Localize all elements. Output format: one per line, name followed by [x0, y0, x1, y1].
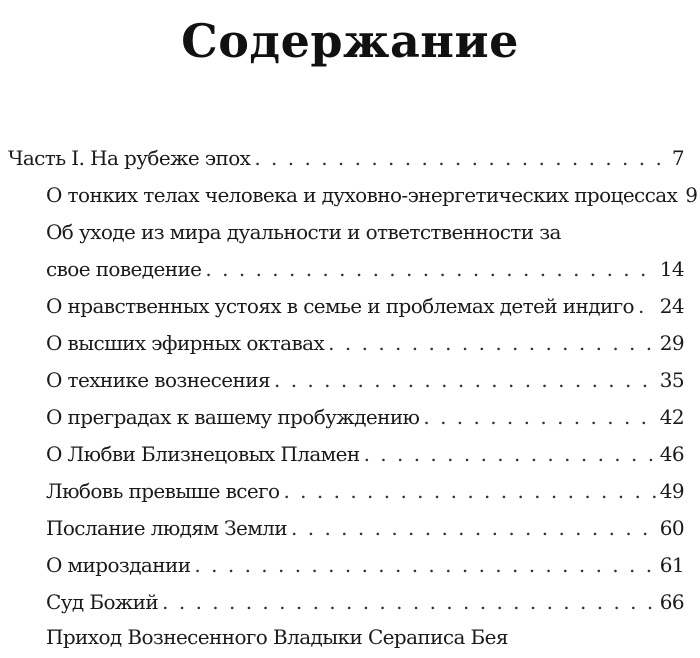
dot-leader	[291, 515, 656, 541]
toc-entry-label: Суд Божий	[46, 590, 159, 614]
toc-entry	[46, 256, 684, 282]
toc-entry-label: О технике вознесения	[46, 368, 270, 392]
dot-leader	[423, 404, 655, 430]
dot-leader	[283, 478, 655, 504]
toc-entry-label: Послание людям Земли	[46, 516, 288, 540]
toc-entry-page: 35	[659, 368, 684, 392]
toc-entry-page: 42	[659, 405, 684, 429]
toc-entry-page: 24	[659, 294, 684, 318]
toc-entry-label: О нравственных устоях в семье и проблемах детей индиго	[46, 294, 634, 318]
toc-entry-label: О тонких телах человека и духовно-энергетических процессах	[46, 183, 678, 207]
toc-entry	[46, 404, 684, 430]
dot-leader	[194, 552, 655, 578]
toc-entry-label: свое поведение	[46, 257, 202, 281]
toc-entry-label: Часть I. На рубеже эпох	[8, 146, 251, 170]
toc-entry-page: 29	[659, 331, 684, 355]
toc-entry-page: 49	[659, 479, 684, 503]
toc-entry	[46, 441, 684, 467]
toc-entry-page: 9	[685, 183, 698, 207]
toc-entry-label-line1: Об уходе из мира дуальности и ответственности за	[46, 220, 561, 244]
toc-entry-label: Любовь превыше всего	[46, 479, 280, 503]
toc-entry-page: 61	[659, 553, 684, 577]
toc-entry-page: 60	[659, 516, 684, 540]
toc-entry-label: О мироздании	[46, 553, 191, 577]
toc-entry-page: 66	[659, 590, 684, 614]
toc-entry-part-1	[8, 145, 684, 171]
dot-leader	[205, 256, 655, 282]
toc-entry-label: Приход Вознесенного Владыки Сераписа Бея	[46, 625, 508, 649]
toc-entry	[46, 293, 684, 319]
dot-leader	[254, 145, 668, 171]
toc-entry-label: О Любви Близнецовых Пламен	[46, 442, 360, 466]
toc-entry-page: 7	[671, 146, 684, 170]
toc-entry	[46, 367, 684, 393]
toc-entry	[46, 330, 684, 356]
toc-entry-page: 14	[659, 257, 684, 281]
page-title: Содержание	[181, 14, 519, 68]
dot-leader	[274, 367, 656, 393]
toc-entry-label: О высших эфирных октавах	[46, 331, 325, 355]
toc-entry	[46, 478, 684, 504]
dot-leader	[328, 330, 656, 356]
toc-entry	[46, 589, 684, 615]
toc-entry	[46, 515, 684, 541]
toc-entry-label: О преградах к вашему пробуждению	[46, 405, 420, 429]
toc-entry-page: 46	[659, 442, 684, 466]
toc-entry	[46, 552, 684, 578]
dot-leader	[364, 441, 656, 467]
dot-leader	[162, 589, 656, 615]
dot-leader	[638, 293, 656, 319]
toc-entry	[46, 182, 698, 208]
